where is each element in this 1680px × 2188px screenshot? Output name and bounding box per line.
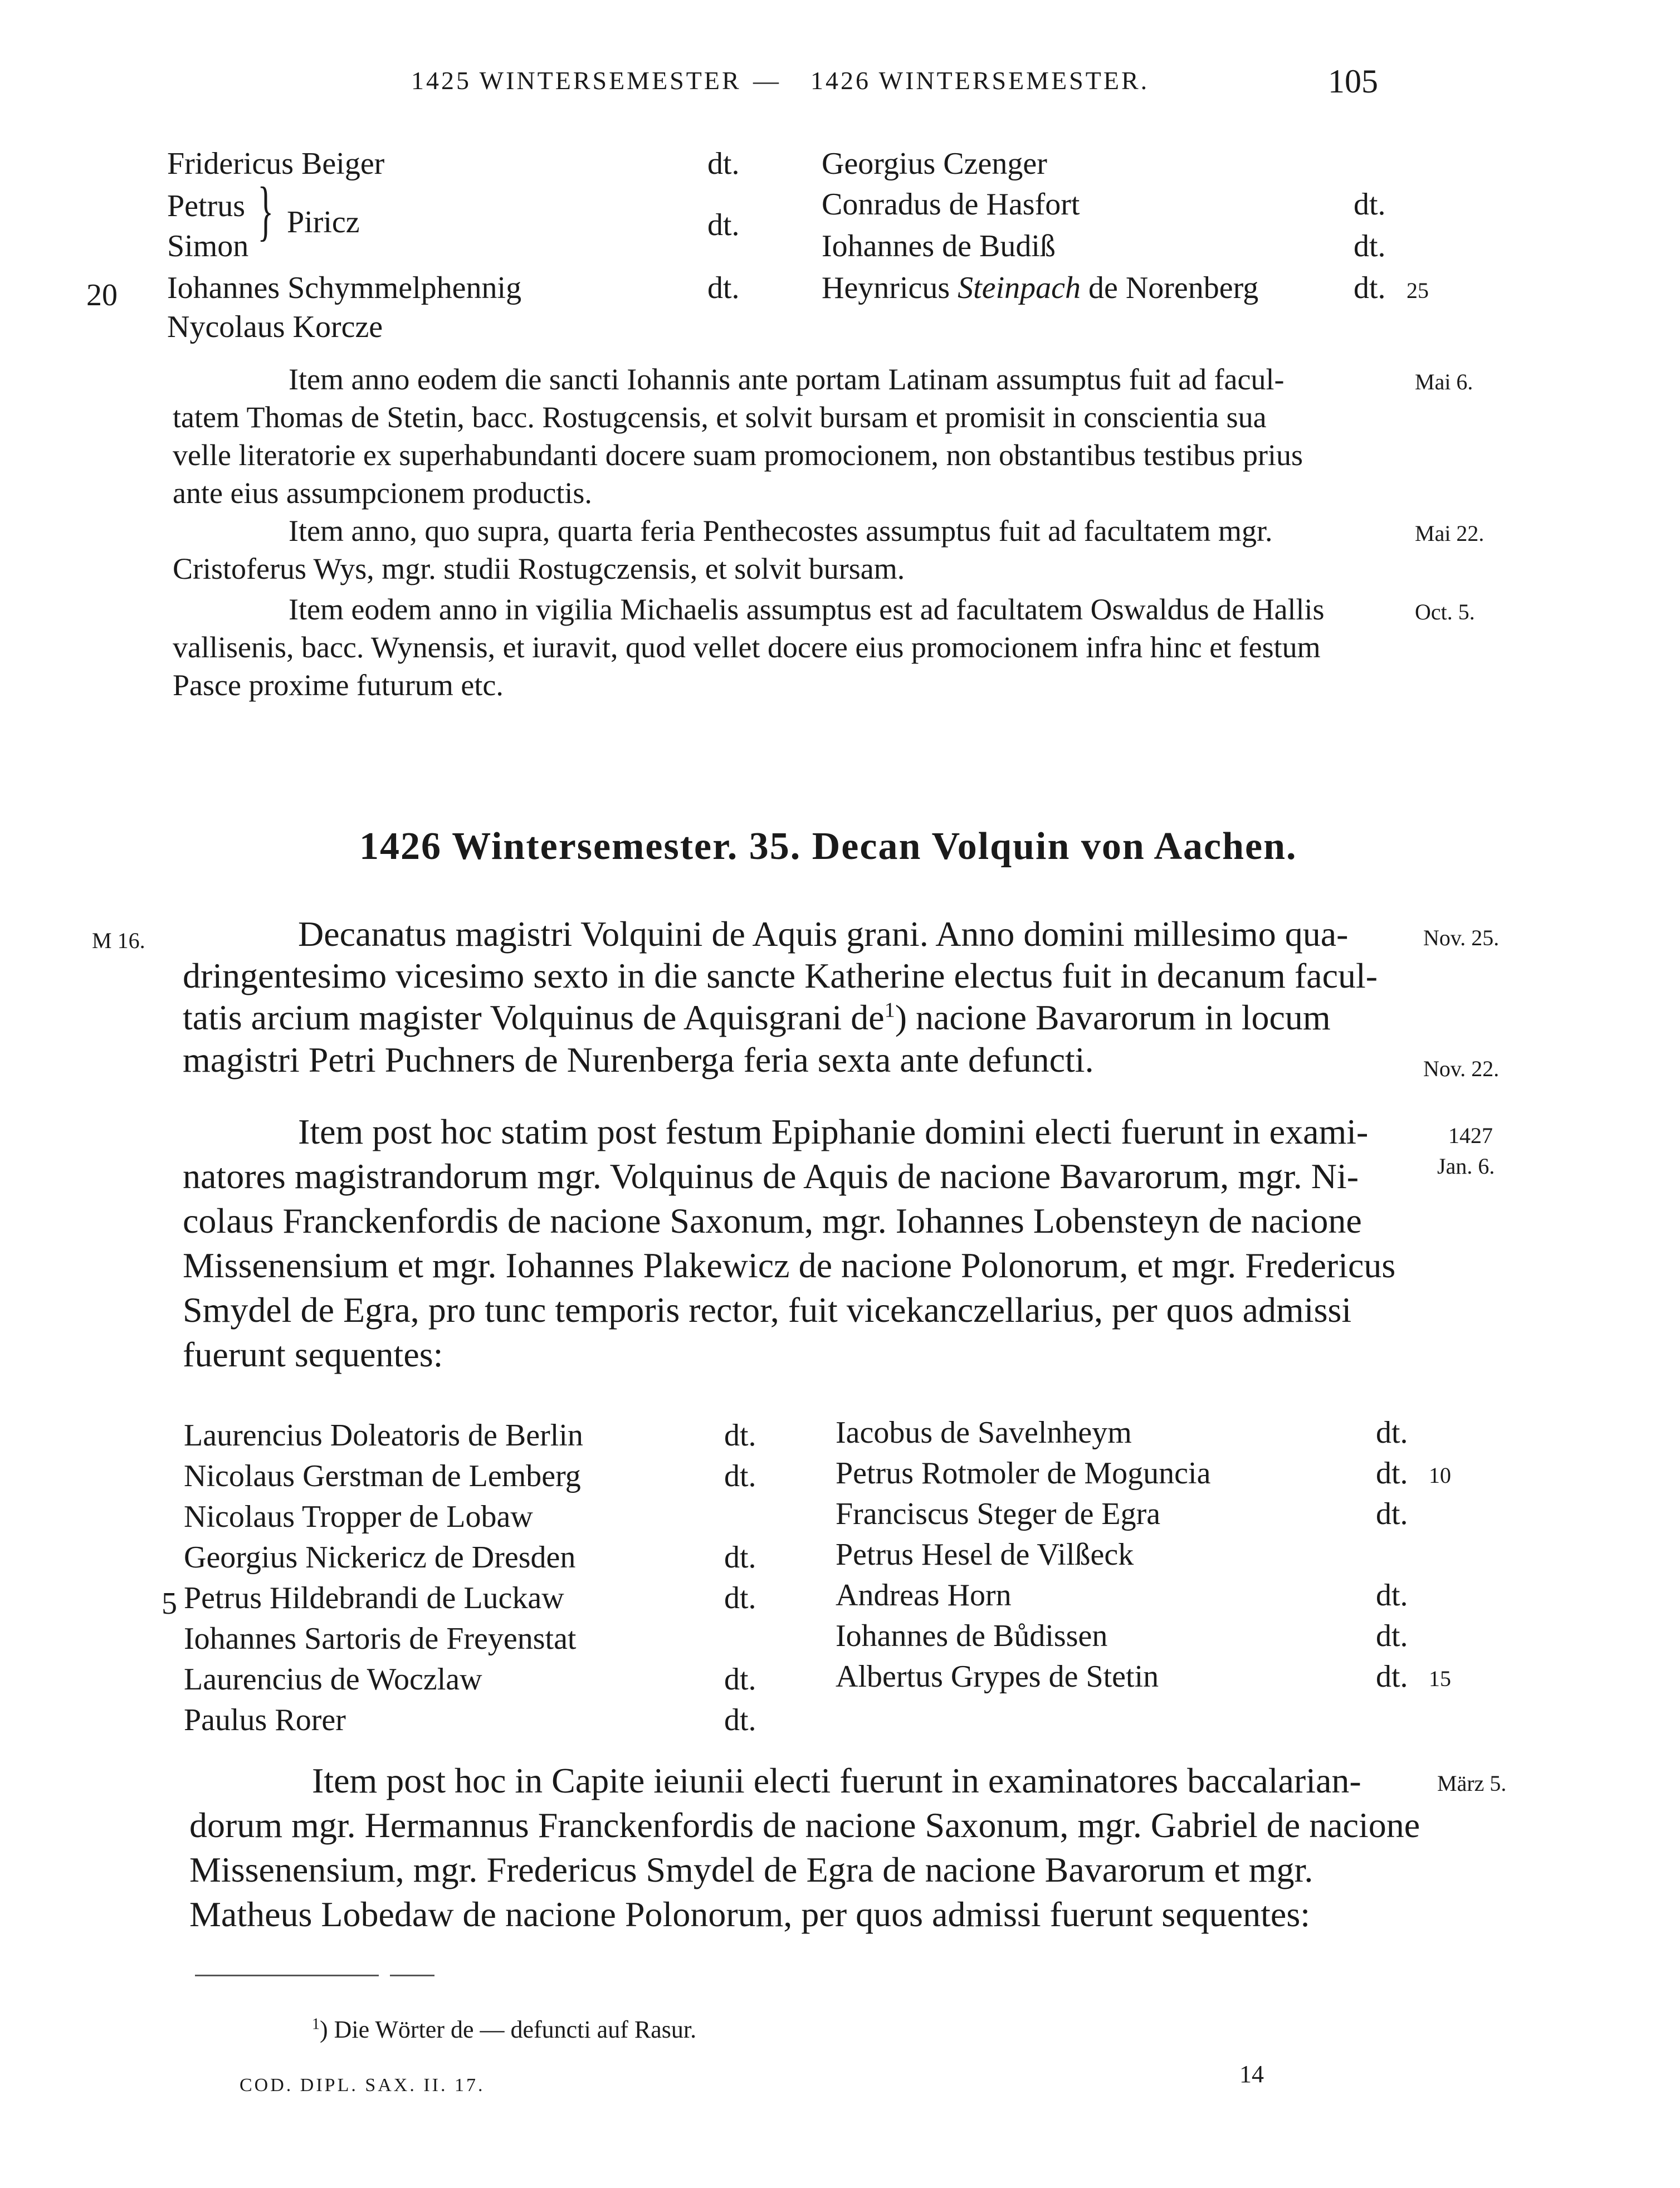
text-line: vallisenis, bacc. Wynensis, et iuravit, quod vellet docere eius promocionem infra hinc et festum — [173, 631, 1321, 664]
text-line: colaus Franckenfordis de nacione Saxonum, mgr. Iohannes Lobensteyn de nacione — [183, 1201, 1362, 1240]
dt-mark: dt. — [724, 1703, 756, 1737]
margin-date: März 5. — [1437, 1771, 1507, 1796]
dt-mark: dt. — [1376, 1497, 1408, 1531]
margin-year: 1427 — [1448, 1123, 1493, 1148]
dt-mark: dt. — [724, 1662, 756, 1697]
dt-mark: dt. — [1354, 271, 1386, 305]
section-heading: 1426 Wintersemester. 35. Decan Volquin von Aachen. — [359, 825, 1297, 868]
text-line: dorum mgr. Hermannus Franckenfordis de nacione Saxonum, mgr. Gabriel de nacione — [189, 1805, 1420, 1845]
text-line: Smydel de Egra, pro tunc temporis rector, fuit vicekanczellarius, per quos admissi — [183, 1290, 1352, 1330]
list-entry: Georgius Czenger — [822, 146, 1047, 181]
footnote-mark: 1 — [884, 998, 895, 1022]
margin-date: Oct. 5. — [1415, 599, 1475, 624]
list-entry: Iohannes Schymmelphennig — [167, 271, 522, 305]
list-entry: Heynricus Steinpach de Norenberg — [822, 271, 1259, 305]
dt-mark: dt. — [724, 1418, 756, 1453]
dt-mark: dt. — [707, 146, 740, 181]
dt-mark: dt. — [1376, 1578, 1408, 1613]
line-number: 20 — [86, 278, 118, 312]
dt-mark: dt. — [707, 271, 740, 305]
list-entry: Iohannes de Budiß — [822, 229, 1056, 263]
margin-date: Jan. 6. — [1437, 1154, 1495, 1179]
list-entry: Laurencius de Woczlaw — [184, 1662, 482, 1697]
list-entry: Piricz — [287, 205, 360, 240]
list-entry: Petrus Rotmoler de Moguncia — [836, 1456, 1211, 1491]
text-line: Decanatus magistri Volquini de Aquis grani. Anno domini millesimo qua- — [298, 914, 1349, 954]
page-number: 105 — [1328, 63, 1378, 100]
margin-date: Nov. 25. — [1423, 925, 1500, 950]
text-line: Cristoferus Wys, mgr. studii Rostugczensis, et solvit bursam. — [173, 552, 905, 585]
margin-date: Mai 6. — [1415, 369, 1473, 394]
list-entry: Iacobus de Savelnheym — [836, 1415, 1132, 1450]
list-entry: Nicolaus Gerstman de Lemberg — [184, 1459, 581, 1493]
margin-reference: M 16. — [92, 928, 145, 953]
list-entry: Georgius Nickericz de Dresden — [184, 1540, 576, 1575]
running-head-left: 1425 WINTERSEMESTER — [411, 66, 741, 95]
text-line: Item anno eodem die sancti Iohannis ante portam Latinam assumptus fuit ad facul- — [289, 363, 1285, 396]
footnote-rule-tail — [390, 1975, 434, 1976]
dt-mark: dt. — [1376, 1659, 1408, 1694]
list-entry: Nicolaus Tropper de Lobaw — [184, 1500, 533, 1534]
list-entry: Franciscus Steger de Egra — [836, 1497, 1161, 1531]
dt-mark: dt. — [724, 1459, 756, 1493]
text-line: Item post hoc statim post festum Epiphanie domini electi fuerunt in exami- — [298, 1112, 1369, 1151]
dt-mark: dt. — [1376, 1415, 1408, 1450]
sheet-number: 14 — [1239, 2060, 1264, 2088]
list-entry: Paulus Rorer — [184, 1703, 346, 1737]
text-line: tatem Thomas de Stetin, bacc. Rostugcensis, et solvit bursam et promisit in conscientia sua — [173, 401, 1267, 434]
footnote: $^1$) Die Wörter de — defuncti auf Rasur. — [312, 2015, 697, 2043]
list-entry: Laurencius Doleatoris de Berlin — [184, 1418, 583, 1453]
list-entry: Albertus Grypes de Stetin — [836, 1659, 1159, 1694]
text-line: Matheus Lobedaw de nacione Polonorum, per quos admissi fuerunt sequentes: — [189, 1894, 1310, 1934]
text-line: Missenensium et mgr. Iohannes Plakewicz de nacione Polonorum, et mgr. Fredericus — [183, 1246, 1396, 1285]
text-line: Missenensium, mgr. Fredericus Smydel de Egra de nacione Bavarorum et mgr. — [189, 1850, 1313, 1889]
dt-mark: dt. — [1376, 1619, 1408, 1653]
list-entry: Iohannes Sartoris de Freyenstat — [184, 1622, 577, 1656]
line-number: 5 — [162, 1586, 177, 1621]
text-line: magistri Petri Puchners de Nurenberga feria sexta ante defuncti. — [183, 1040, 1094, 1080]
list-entry: Petrus Hesel de Vilßeck — [836, 1537, 1134, 1572]
text-line: velle literatorie ex superhabundanti docere suam promocionem, non obstantibus testibus prius — [173, 438, 1303, 472]
text-line: fuerunt sequentes: — [183, 1335, 443, 1374]
text-line: dringentesimo vicesimo sexto in die sancte Katherine electus fuit in decanum facul- — [183, 956, 1378, 995]
list-entry: Petrus — [167, 189, 245, 223]
dt-mark: dt. — [707, 208, 740, 242]
line-number: 15 — [1429, 1666, 1451, 1691]
text-line: natores magistrandorum mgr. Volquinus de Aquis de nacione Bavarorum, mgr. Ni- — [183, 1156, 1359, 1196]
dt-mark: dt. — [1376, 1456, 1408, 1491]
dt-mark: dt. — [1354, 229, 1386, 263]
text-line: tatis arcium magister Volquinus de Aquisgrani $de^1$) nacione Bavarorum in locum — [183, 998, 1331, 1037]
text-line: Item eodem anno in vigilia Michaelis assumptus est ad facultatem Oswaldus de Hallis — [289, 593, 1325, 626]
footnote-rule — [195, 1975, 379, 1976]
list-entry: Conradus de Hasfort — [822, 187, 1080, 222]
list-entry: Simon — [167, 229, 249, 263]
running-head-right: 1426 WINTERSEMESTER. — [810, 66, 1150, 95]
dt-mark: dt. — [724, 1581, 756, 1615]
running-head-dash: — — [753, 66, 781, 95]
text-line: Item post hoc in Capite ieiunii electi fuerunt in examinatores baccalarian- — [312, 1761, 1361, 1800]
list-entry: Nycolaus Korcze — [167, 310, 383, 344]
margin-date: Nov. 22. — [1423, 1056, 1500, 1081]
line-number: 25 — [1406, 278, 1429, 303]
line-number: 10 — [1429, 1463, 1451, 1488]
printer-signature: COD. DIPL. SAX. II. 17. — [240, 2075, 485, 2096]
margin-date: Mai 22. — [1415, 521, 1484, 546]
text-line: ante eius assumpcionem productis. — [173, 476, 592, 510]
text-line: Pasce proxime futurum etc. — [173, 668, 504, 702]
text-line: Item anno, quo supra, quarta feria Penthecostes assumptus fuit ad facultatem mgr. — [289, 514, 1273, 548]
list-entry: Andreas Horn — [836, 1578, 1012, 1613]
dt-mark: dt. — [724, 1540, 756, 1575]
brace-glyph: } — [257, 173, 274, 247]
dt-mark: dt. — [1354, 187, 1386, 222]
list-entry: Iohannes de Bůdissen — [836, 1619, 1108, 1653]
list-entry: Petrus Hildebrandi de Luckaw — [184, 1581, 564, 1615]
list-entry: Fridericus Beiger — [167, 146, 385, 181]
